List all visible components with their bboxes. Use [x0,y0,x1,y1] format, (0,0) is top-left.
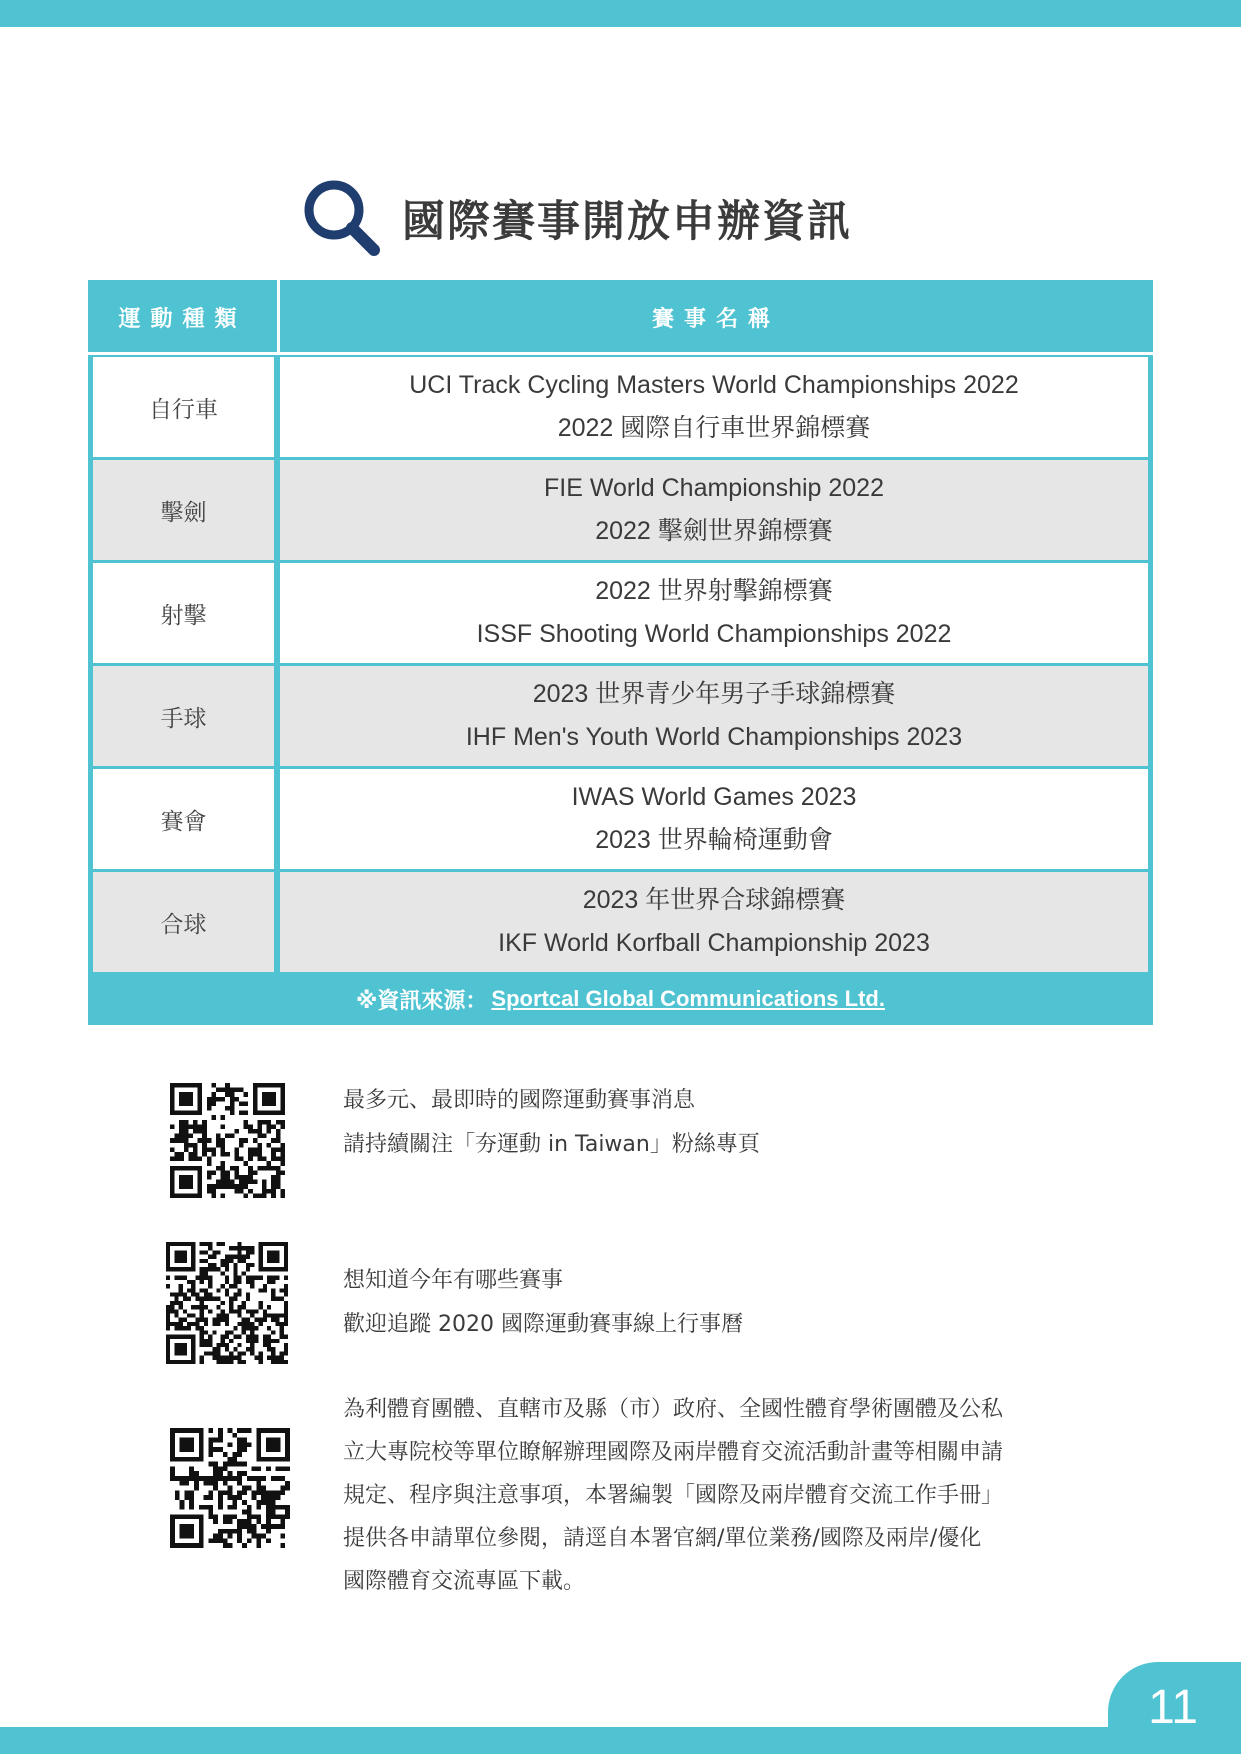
event-line: IKF World Korfball Championship 2023 [498,929,930,957]
table-row [93,769,1148,869]
event-line: UCI Track Cycling Masters World Championships 2022 [409,371,1019,399]
source-link[interactable]: Sportcal Global Communications Ltd. [491,986,885,1011]
header-bottom-line [88,352,1153,355]
info-line: 規定、程序與注意事項，本署編製「國際及兩岸體育交流工作手冊」 [343,1483,1004,1508]
sport-cell: 手球 [93,666,274,766]
fanpage-info [343,1079,760,1167]
header-event-name: 賽事名稱 [651,306,780,332]
table-row [93,666,1148,766]
table-header [88,280,1153,354]
info-line: 歡迎追蹤 2020 國際運動賽事線上行事曆 [343,1312,743,1337]
handbook-info [343,1388,1103,1603]
event-line: 2022 國際自行車世界錦標賽 [557,414,871,442]
events-table [88,280,1153,1025]
table-row [93,563,1148,663]
qr-code-icon[interactable] [166,1242,288,1364]
sport-cell: 射擊 [93,563,274,663]
page-title: 國際賽事開放申辦資訊 [402,196,852,247]
sport-cell: 合球 [93,872,274,972]
info-line: 提供各申請單位參閱，請逕自本署官網/單位業務/國際及兩岸/優化 [343,1526,982,1551]
event-line: FIE World Championship 2022 [544,474,884,502]
qr-code-icon[interactable] [170,1428,290,1548]
bottom-accent-band [0,1727,1241,1754]
sport-cell: 自行車 [93,357,274,457]
event-cell [280,357,1148,457]
source-note [88,973,1153,1025]
header-sport-type: 運動種類 [118,306,247,332]
table-row [93,357,1148,457]
table-row [93,872,1148,972]
event-line: 2022 擊劍世界錦標賽 [595,517,833,545]
event-line: 2023 世界青少年男子手球錦標賽 [532,680,896,708]
search-icon [300,178,384,258]
info-line: 最多元、最即時的國際運動賽事消息 [343,1088,696,1113]
event-cell [280,666,1148,766]
table-row [93,460,1148,560]
event-line: IHF Men's Youth World Championships 2023 [465,723,963,751]
sport-cell: 賽會 [93,769,274,869]
qr-code-icon[interactable] [170,1083,285,1198]
info-line: 立大專院校等單位瞭解辦理國際及兩岸體育交流活動計畫等相關申請 [343,1440,1004,1465]
event-line: 2023 世界輪椅運動會 [595,826,833,854]
event-line: ISSF Shooting World Championships 2022 [476,620,952,648]
info-line: 想知道今年有哪些賽事 [343,1268,564,1293]
event-line: 2022 世界射擊錦標賽 [595,577,833,605]
event-cell [280,769,1148,869]
event-line: 2023 年世界合球錦標賽 [582,886,846,914]
info-line: 為利體育團體、直轄市及縣（市）政府、全國性體育學術團體及公私 [343,1397,1004,1422]
info-line: 請持續關注「夯運動 in Taiwan」粉絲專頁 [343,1132,760,1157]
sport-cell: 擊劍 [93,460,274,560]
calendar-info [343,1259,743,1347]
event-cell [280,872,1148,972]
info-line: 國際體育交流專區下載。 [343,1569,586,1594]
source-prefix: ※資訊來源： [356,988,488,1014]
event-cell [280,563,1148,663]
top-accent-band [0,0,1241,27]
section-title [300,178,852,258]
event-line: IWAS World Games 2023 [571,783,857,811]
page-number: 11 [1148,1681,1198,1734]
event-cell [280,460,1148,560]
